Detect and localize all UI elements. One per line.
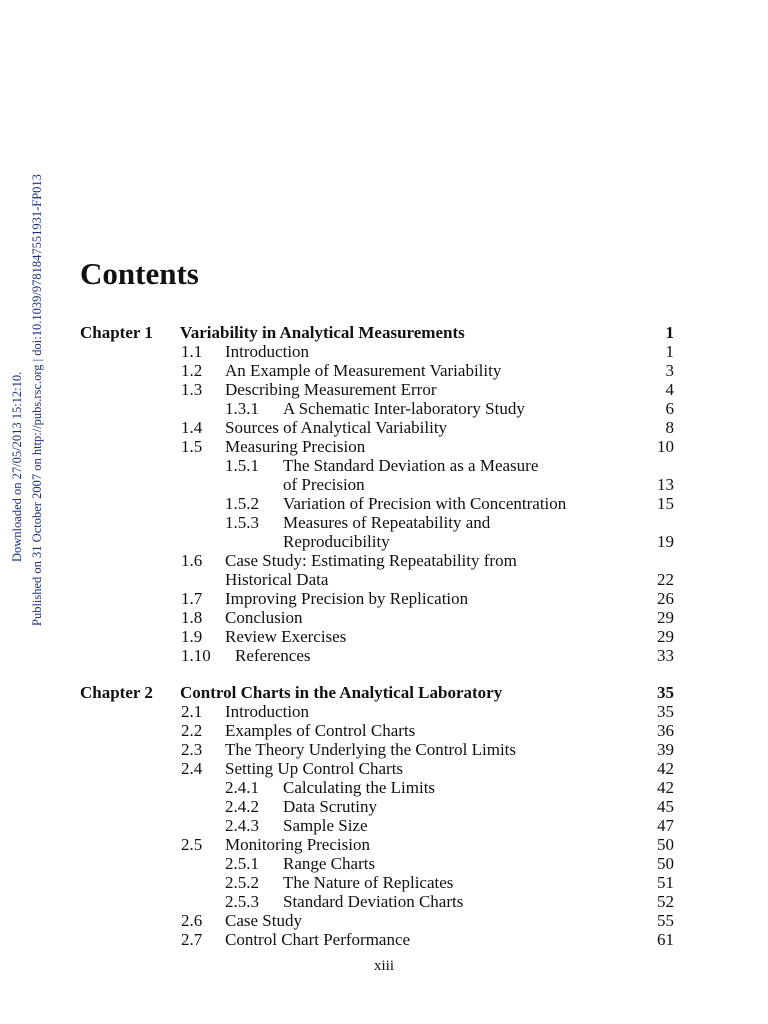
toc-entry	[0, 873, 768, 892]
section-page: 42	[657, 759, 674, 778]
section-number: 2.5.3	[225, 892, 259, 911]
chapter-title: Variability in Analytical Measurements	[180, 323, 465, 342]
section-number: 1.4	[181, 418, 203, 437]
section-page: 36	[657, 721, 674, 740]
section-page: 42	[657, 778, 674, 797]
section-page: 50	[657, 854, 674, 873]
section-number: 2.2	[181, 721, 203, 740]
section-number: 1.8	[181, 608, 203, 627]
section-page: 61	[657, 930, 674, 949]
toc-entry	[0, 456, 768, 475]
toc-entry	[0, 494, 768, 513]
toc-entry	[0, 608, 768, 627]
section-page: 15	[657, 494, 674, 513]
section-number: 1.5.2	[225, 494, 259, 513]
section-title: Conclusion	[225, 608, 303, 627]
section-title: Variation of Precision with Concentration	[283, 494, 567, 513]
section-number: 1.9	[181, 627, 203, 646]
section-title: Historical Data	[225, 570, 329, 589]
section-title: Examples of Control Charts	[225, 721, 416, 740]
section-page: 51	[657, 873, 674, 892]
section-title: Sample Size	[283, 816, 368, 835]
section-number: 2.4.1	[225, 778, 259, 797]
section-title: Measuring Precision	[225, 437, 366, 456]
section-page: 45	[657, 797, 674, 816]
table-of-contents	[0, 323, 768, 967]
toc-entry	[0, 437, 768, 456]
section-number: 2.4	[181, 759, 203, 778]
section-number: 1.5.3	[225, 513, 259, 532]
section-page: 47	[657, 816, 674, 835]
section-title: Data Scrutiny	[283, 797, 377, 816]
page-folio: xiii	[373, 958, 394, 974]
section-number: 2.5	[181, 835, 203, 854]
chapter-heading	[0, 683, 768, 702]
toc-entry	[0, 475, 768, 494]
section-number: 1.5	[181, 437, 203, 456]
section-page: 50	[657, 835, 674, 854]
section-page: 13	[657, 475, 674, 494]
section-page: 4	[665, 380, 674, 399]
section-title: Describing Measurement Error	[225, 380, 437, 399]
download-note: Downloaded on 27/05/2013 15:12:10.	[10, 371, 24, 562]
page-title: Contents	[80, 256, 199, 291]
section-title: An Example of Measurement Variability	[225, 361, 502, 380]
section-title: Sources of Analytical Variability	[225, 418, 448, 437]
toc-entry	[0, 380, 768, 399]
section-page: 39	[657, 740, 674, 759]
toc-entry	[0, 570, 768, 589]
section-title: The Theory Underlying the Control Limits	[225, 740, 517, 759]
toc-entry	[0, 551, 768, 570]
section-title: Introduction	[225, 702, 310, 721]
section-number: 1.6	[181, 551, 203, 570]
section-page: 33	[657, 646, 674, 665]
section-title: Measures of Repeatability and	[283, 513, 491, 532]
chapter-block	[0, 683, 768, 949]
section-title: Case Study	[225, 911, 302, 930]
section-page: 29	[657, 608, 674, 627]
section-page: 1	[665, 342, 674, 361]
chapter-heading	[0, 323, 768, 342]
chapter-title: Control Charts in the Analytical Laboratory	[180, 683, 503, 702]
toc-entry	[0, 342, 768, 361]
toc-entry	[0, 911, 768, 930]
section-title: The Nature of Replicates	[283, 873, 454, 892]
section-title: Monitoring Precision	[225, 835, 370, 854]
section-page: 52	[657, 892, 674, 911]
toc-entry	[0, 418, 768, 437]
section-number: 1.5.1	[225, 456, 259, 475]
section-page: 19	[657, 532, 674, 551]
section-page: 22	[657, 570, 674, 589]
chapter-page: 1	[665, 323, 674, 342]
toc-entry	[0, 361, 768, 380]
section-title: of Precision	[283, 475, 365, 494]
toc-entry	[0, 816, 768, 835]
toc-entry	[0, 399, 768, 418]
toc-entry	[0, 702, 768, 721]
toc-entry	[0, 854, 768, 873]
section-title: Control Chart Performance	[225, 930, 411, 949]
section-title: Calculating the Limits	[283, 778, 436, 797]
section-page: 26	[657, 589, 674, 608]
section-page: 29	[657, 627, 674, 646]
chapter-block	[0, 323, 768, 665]
section-title: Improving Precision by Replication	[225, 589, 469, 608]
section-number: 1.1	[181, 342, 203, 361]
toc-entry	[0, 778, 768, 797]
toc-entry	[0, 740, 768, 759]
section-page: 55	[657, 911, 674, 930]
section-number: 2.1	[181, 702, 203, 721]
section-number: 2.3	[181, 740, 203, 759]
toc-entry	[0, 930, 768, 949]
chapter-page: 35	[657, 683, 674, 702]
section-number: 2.7	[181, 930, 203, 949]
section-page: 3	[665, 361, 674, 380]
section-title: A Schematic Inter-laboratory Study	[283, 399, 525, 418]
toc-entry	[0, 835, 768, 854]
section-page: 6	[665, 399, 674, 418]
section-title: Range Charts	[283, 854, 376, 873]
section-title: Review Exercises	[225, 627, 347, 646]
section-title: Reproducibility	[283, 532, 390, 551]
chapter-label: Chapter 1	[80, 323, 153, 342]
section-number: 2.5.1	[225, 854, 259, 873]
toc-entry	[0, 513, 768, 532]
toc-entry	[0, 532, 768, 551]
section-page: 8	[665, 418, 674, 437]
section-title: Case Study: Estimating Repeatability from	[225, 551, 517, 570]
publication-note: Published on 31 October 2007 on http://pubs.rsc.org | doi:10.1039/9781847551931-FP013	[30, 174, 44, 626]
toc-entry	[0, 627, 768, 646]
section-number: 1.2	[181, 361, 203, 380]
section-title: Standard Deviation Charts	[283, 892, 464, 911]
toc-entry	[0, 892, 768, 911]
toc-entry	[0, 589, 768, 608]
section-number: 2.4.3	[225, 816, 259, 835]
section-title: Setting Up Control Charts	[225, 759, 404, 778]
section-number: 1.7	[181, 589, 203, 608]
chapter-label: Chapter 2	[80, 683, 153, 702]
toc-entry	[0, 646, 768, 665]
section-title: Introduction	[225, 342, 310, 361]
section-number: 1.10	[181, 646, 211, 665]
toc-entry	[0, 721, 768, 740]
section-page: 35	[657, 702, 674, 721]
section-title: The Standard Deviation as a Measure	[283, 456, 539, 475]
section-number: 1.3	[181, 380, 203, 399]
toc-entry	[0, 759, 768, 778]
toc-entry	[0, 797, 768, 816]
section-page: 10	[657, 437, 674, 456]
section-number: 2.6	[181, 911, 203, 930]
section-number: 1.3.1	[225, 399, 259, 418]
section-number: 2.4.2	[225, 797, 259, 816]
section-title: References	[235, 646, 311, 665]
section-number: 2.5.2	[225, 873, 259, 892]
